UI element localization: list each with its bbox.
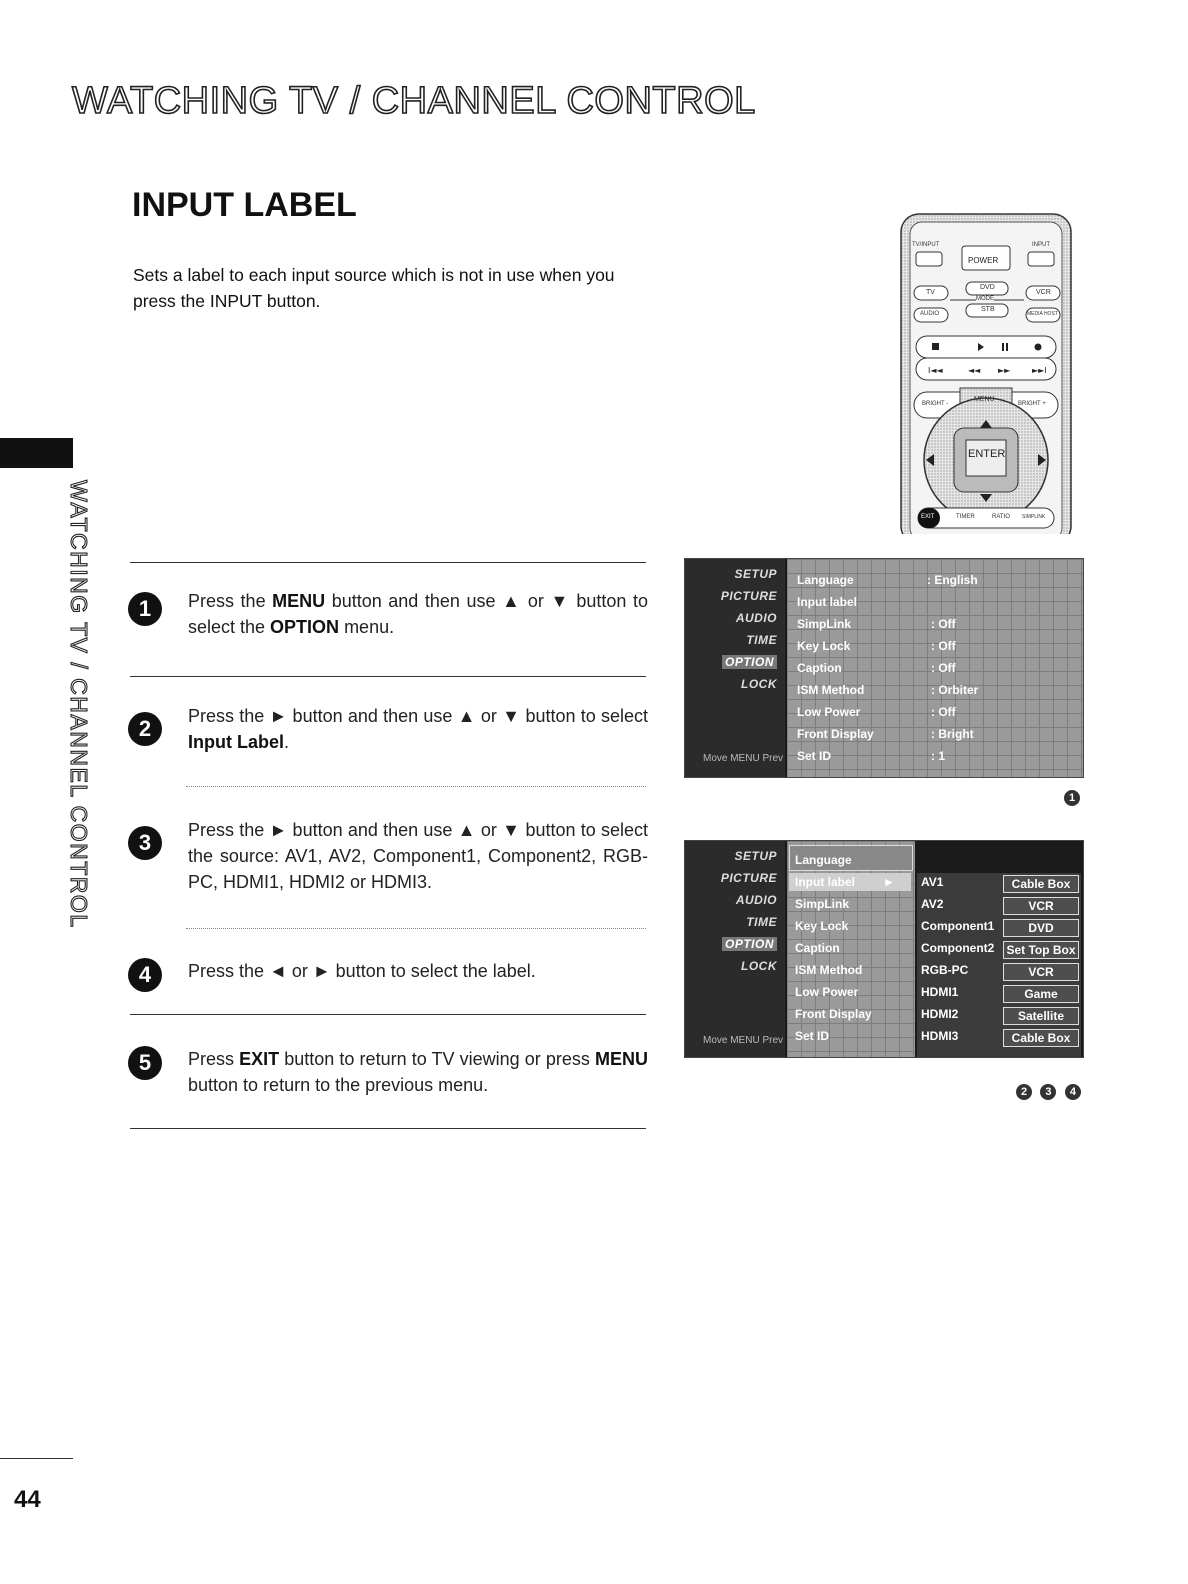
section-title: INPUT LABEL — [132, 186, 357, 224]
remote-enter-label: ENTER — [968, 448, 1006, 460]
remote-vcr-label: VCR — [1036, 289, 1051, 296]
osd-option-value: : Off — [931, 661, 956, 675]
osd-option-label: Key Lock — [795, 919, 849, 933]
remote-ratio-label: RATIO — [992, 514, 1010, 520]
osd-option-value: : English — [927, 573, 978, 587]
osd-screen-option-menu — [684, 558, 1084, 778]
osd-options-panel — [787, 841, 915, 1057]
step-3-text: Press the ► button and then use ▲ or ▼ button to select the source: AV1, AV2, Component1, Component2, RGB-PC, HDMI1, HDMI2 or HDMI3. — [188, 820, 648, 892]
step-badge: 3 — [1040, 1084, 1056, 1100]
osd-option-label: Low Power — [795, 985, 859, 999]
side-tab-marker — [0, 438, 73, 468]
svg-text:◄◄: ◄◄ — [968, 366, 981, 375]
osd-nav-hint: Move MENU Prev — [703, 1035, 784, 1046]
osd-source-label: Cable Box — [1003, 1029, 1079, 1047]
osd-source-label: VCR — [1003, 963, 1079, 981]
osd-source-name: AV2 — [921, 897, 944, 911]
remote-media-host-label: MEDIA HOST — [1027, 311, 1058, 317]
osd-option-label: SimpLink — [797, 617, 852, 631]
remote-tv-label: TV — [926, 289, 935, 296]
osd-option-label: Input label — [797, 595, 857, 609]
divider — [186, 928, 646, 929]
divider — [130, 676, 646, 677]
osd-source-label: Cable Box — [1003, 875, 1079, 893]
osd-screen-input-label — [684, 840, 1084, 1058]
osd-option-label: Caption — [797, 661, 842, 675]
remote-dvd-label: DVD — [980, 284, 995, 291]
remote-input-label: INPUT — [1032, 242, 1050, 248]
remote-exit-label: EXIT — [921, 514, 935, 520]
osd-option-label: Front Display — [797, 727, 874, 741]
step-number: 2 — [128, 712, 162, 746]
osd-option-label: Set ID — [797, 749, 832, 763]
svg-text:I◄◄: I◄◄ — [928, 366, 943, 375]
step-number: 3 — [128, 826, 162, 860]
osd-option-label: Input label — [795, 875, 855, 889]
step-number: 4 — [128, 958, 162, 992]
osd-menu-picture: PICTURE — [720, 871, 777, 885]
osd-option-value: : 1 — [931, 749, 946, 763]
arrow-right-icon: ► — [883, 875, 895, 889]
remote-timer-label: TIMER — [956, 514, 975, 520]
osd-option-label: Language — [795, 853, 852, 867]
step-5-text: Press EXIT button to return to TV viewing or press MENU button to return to the previous menu. — [188, 1049, 649, 1095]
osd-menu-option: OPTION — [722, 937, 777, 951]
step-badge: 4 — [1065, 1084, 1081, 1100]
step-4-text: Press the ◄ or ► button to select the label. — [188, 961, 536, 981]
svg-text:►►: ►► — [998, 366, 1011, 375]
chapter-title: WATCHING TV / CHANNEL CONTROL — [72, 80, 756, 122]
osd-option-value: : Off — [931, 705, 956, 719]
osd-source-label: Satellite — [1003, 1007, 1079, 1025]
osd-input-label-panel — [917, 873, 1081, 1057]
intro-text: Sets a label to each input source which is not in use when you press the INPUT button. — [133, 265, 615, 311]
remote-simplink-label: SIMPLINK — [1022, 514, 1046, 520]
osd-menu-lock: LOCK — [741, 959, 777, 973]
page-number: 44 — [14, 1486, 41, 1513]
remote-bright-plus-label: BRIGHT + — [1018, 401, 1046, 407]
step-2-text: Press the ► button and then use ▲ or ▼ button to select Input Label. — [188, 706, 648, 752]
osd-source-name: Component1 — [921, 919, 995, 933]
osd-options-panel — [787, 559, 1083, 777]
divider — [186, 786, 646, 787]
osd-option-value: : Off — [931, 617, 956, 631]
osd-option-value: : Bright — [931, 727, 974, 741]
osd-option-value: : Off — [931, 639, 956, 653]
remote-audio-label: AUDIO — [920, 311, 940, 317]
screen-step-badges — [1060, 788, 1080, 806]
osd-menu-time: TIME — [746, 633, 777, 647]
remote-control — [898, 212, 1074, 534]
remote-mode-label: MODE — [976, 296, 994, 302]
osd-menu-setup: SETUP — [734, 849, 777, 863]
osd-option-label: SimpLink — [795, 897, 850, 911]
step-number: 1 — [128, 592, 162, 626]
osd-option-label: Key Lock — [797, 639, 851, 653]
remote-tv-input-label: TV/INPUT — [912, 242, 940, 248]
divider — [130, 562, 646, 563]
screen-step-badges — [1012, 1082, 1081, 1100]
step-1-text: Press the MENU button and then use ▲ or ▼ button to select the OPTION menu. — [188, 591, 648, 637]
osd-menu-audio: AUDIO — [735, 611, 777, 625]
remote-stb-label: STB — [981, 306, 995, 313]
remote-bright-minus-label: BRIGHT - — [922, 401, 949, 407]
osd-option-label: Caption — [795, 941, 840, 955]
remote-menu-label: MENU — [974, 396, 995, 403]
divider — [130, 1014, 646, 1015]
svg-text:►►I: ►►I — [1032, 366, 1047, 375]
osd-source-label: Set Top Box — [1003, 941, 1079, 959]
osd-source-label: Game — [1003, 985, 1079, 1003]
osd-menu-time: TIME — [746, 915, 777, 929]
side-tab-label: WATCHING TV / CHANNEL CONTROL — [66, 480, 92, 929]
osd-main-menu — [685, 841, 785, 1057]
step-badge: 1 — [1064, 790, 1080, 806]
osd-source-label: VCR — [1003, 897, 1079, 915]
footer-divider — [0, 1458, 73, 1459]
osd-option-label: ISM Method — [795, 963, 863, 977]
osd-source-name: AV1 — [921, 875, 944, 889]
osd-nav-hint: Move MENU Prev — [703, 753, 784, 764]
osd-menu-audio: AUDIO — [735, 893, 777, 907]
osd-source-name: HDMI3 — [921, 1029, 959, 1043]
osd-menu-setup: SETUP — [734, 567, 777, 581]
osd-option-label: Front Display — [795, 1007, 872, 1021]
osd-option-value: : Orbiter — [931, 683, 979, 697]
osd-source-name: Component2 — [921, 941, 995, 955]
osd-option-label: Language — [797, 573, 854, 587]
osd-option-label: ISM Method — [797, 683, 865, 697]
step-badge: 2 — [1016, 1084, 1032, 1100]
osd-menu-picture: PICTURE — [720, 589, 777, 603]
divider — [130, 1128, 646, 1129]
osd-menu-lock: LOCK — [741, 677, 777, 691]
osd-source-name: HDMI1 — [921, 985, 959, 999]
osd-source-label: DVD — [1003, 919, 1079, 937]
osd-menu-option: OPTION — [722, 655, 777, 669]
osd-option-label: Low Power — [797, 705, 861, 719]
osd-main-menu — [685, 559, 785, 777]
osd-source-name: HDMI2 — [921, 1007, 959, 1021]
remote-power-label: POWER — [968, 256, 999, 265]
osd-option-label: Set ID — [795, 1029, 830, 1043]
osd-source-name: RGB-PC — [921, 963, 969, 977]
step-number: 5 — [128, 1046, 162, 1080]
